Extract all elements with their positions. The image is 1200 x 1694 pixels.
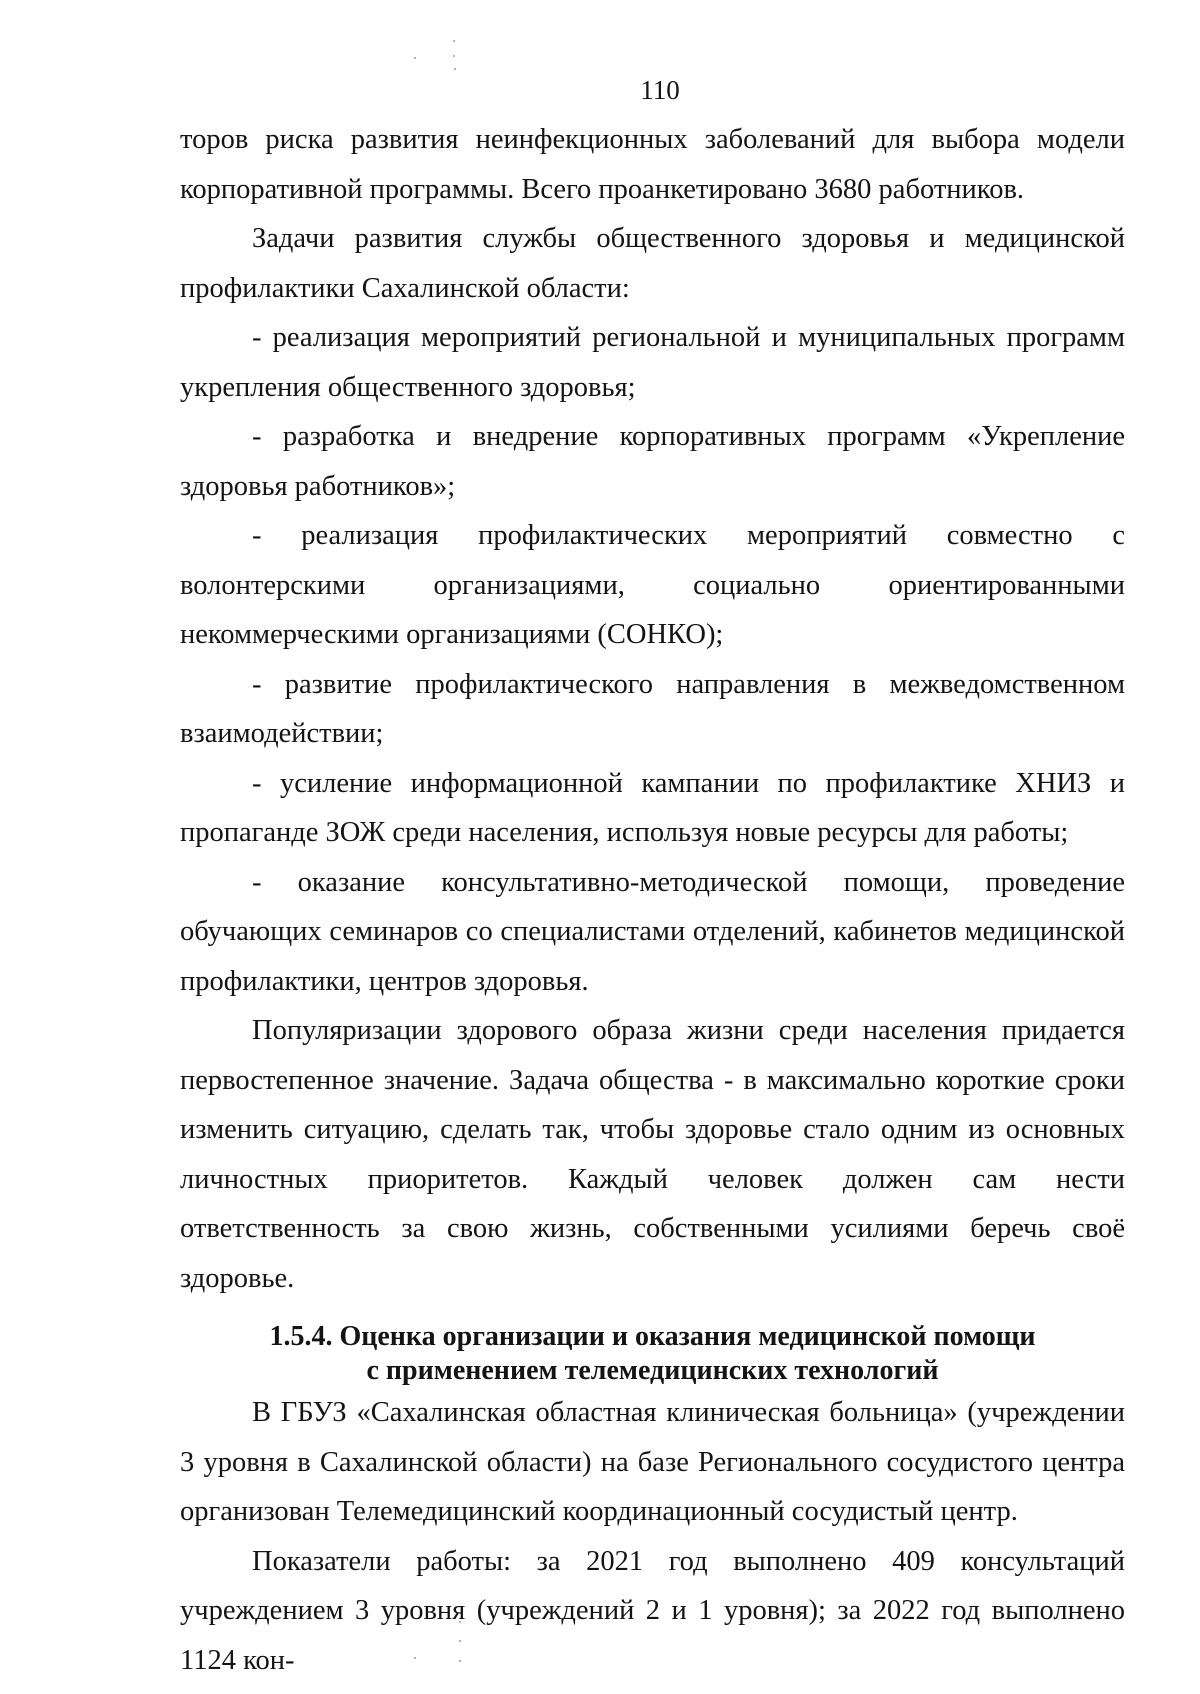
body-paragraph: - разработка и внедрение корпоративных программ «Укрепление здоровья работников»; (180, 421, 1125, 502)
section-heading-line-1: 1.5.4. Оценка организации и оказания медицинской помощи (269, 1321, 1036, 1352)
scan-speck (453, 40, 455, 42)
body-paragraph: Показатели работы: за 2021 год выполнено 409 консультаций учреждением 3 уровня (учреждений 2 и 1 уровня); за 2022 год выполнено 1124 кон- (180, 1545, 1125, 1676)
section-heading (180, 1320, 1125, 1388)
scan-speck (454, 68, 456, 70)
body-paragraph: - реализация профилактических мероприятий совместно с волонтерскими организациями, социально ориентированными некоммерческими организациями (СОНКО); (180, 520, 1125, 650)
section-heading-line-2: с применением телемедицинских технологий (366, 1355, 939, 1386)
document-body (180, 115, 1125, 1685)
page-number: 110 (640, 75, 680, 105)
body-paragraph: торов риска развития неинфекционных заболеваний для выбора модели корпоративной программы. Всего проанкетировано 3680 работников. (180, 124, 1125, 205)
scan-speck (414, 57, 416, 59)
scan-speck (453, 55, 455, 57)
body-paragraph: - реализация мероприятий региональной и муниципальных программ укрепления общественного здоровья; (180, 322, 1125, 403)
body-paragraph: Популяризации здорового образа жизни среди населения придается первостепенное значение. Задача общества - в максимально короткие сроки изменить ситуацию, сделать так, чтобы здоровье стало одним из основных личностных приоритетов. Каждый человек должен сам нести ответственность за свою жизнь, собственными усилиями беречь своё здоровье. (180, 1015, 1125, 1294)
body-paragraph: - оказание консультативно-методической помощи, проведение обучающих семинаров со специалистами отделений, кабинетов медицинской профилактики, центров здоровья. (180, 866, 1125, 997)
paragraphs-before-heading (180, 115, 1125, 1303)
body-paragraph: - развитие профилактического направления в межведомственном взаимодействии; (180, 668, 1125, 749)
body-paragraph: Задачи развития службы общественного здоровья и медицинской профилактики Сахалинской области: (180, 223, 1125, 304)
body-paragraph: - усиление информационной кампании по профилактике ХНИЗ и пропаганде ЗОЖ среди населения, используя новые ресурсы для работы; (180, 767, 1125, 848)
paragraphs-after-heading (180, 1388, 1125, 1685)
body-paragraph: В ГБУЗ «Сахалинская областная клиническая больница» (учреждении 3 уровня в Сахалинской области) на базе Регионального сосудистого центра организован Телемедицинский координационный сосудистый центр. (180, 1397, 1125, 1527)
